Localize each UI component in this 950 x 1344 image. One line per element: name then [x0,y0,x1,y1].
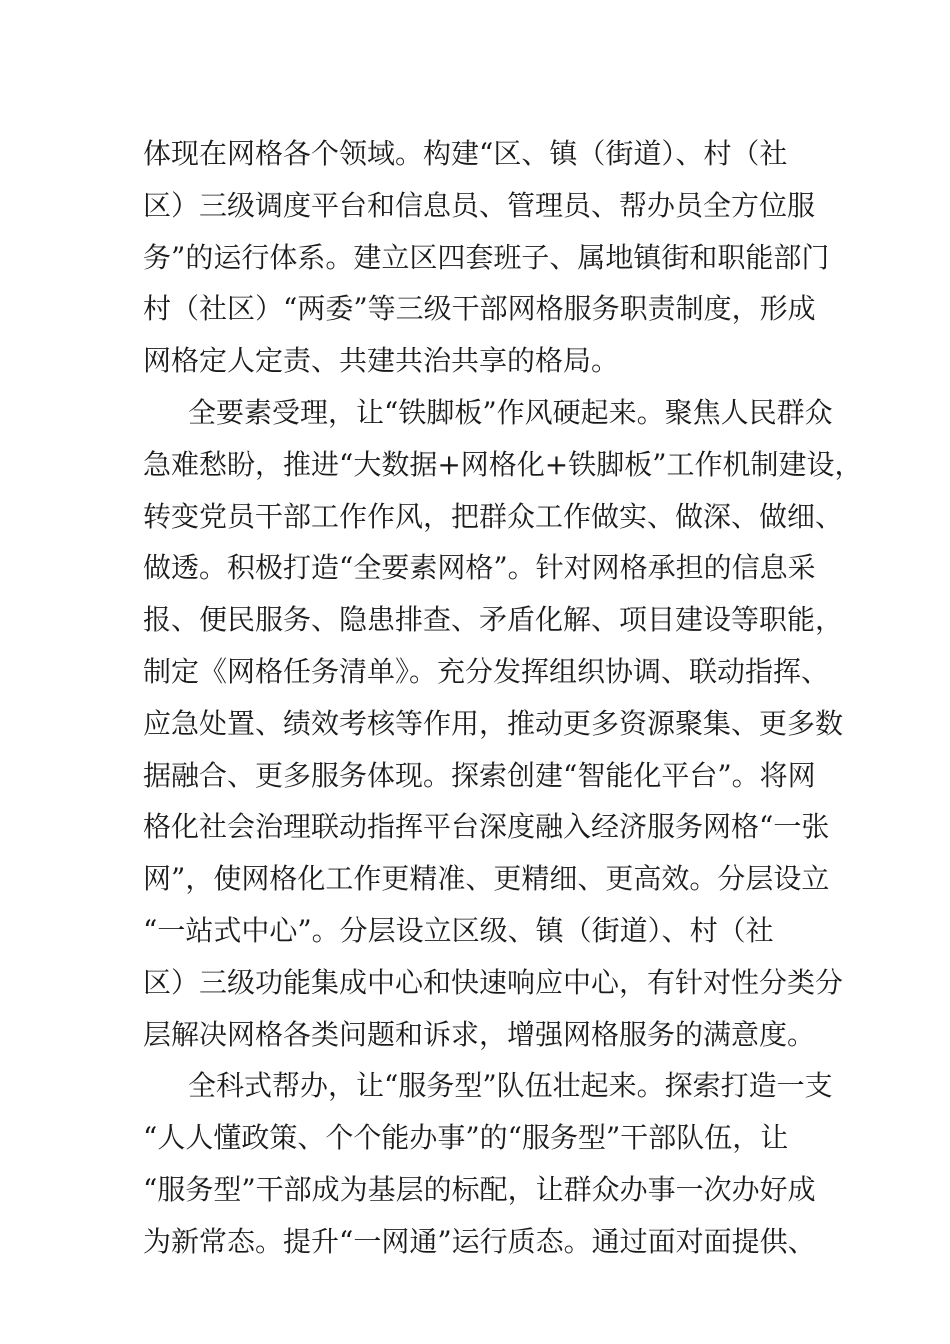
document-body [143,128,863,1268]
text-line: 网格定人定责、共建共治共享的格局。 [143,344,620,378]
text-line: 网”，使网格化工作更精准、更精细、更高效。分层设立 [143,862,830,896]
text-line: 为新常态。提升“一网通”运行质态。通过面对面提供、 [143,1224,816,1258]
paragraph-3 [143,1060,833,1267]
text-line: “服务型”干部成为基层的标配，让群众办事一次办好成 [143,1172,816,1206]
text-line: 格化社会治理联动指挥平台深度融入经济服务网格“一张 [143,810,830,844]
text-line: 报、便民服务、隐患排查、矛盾化解、项目建设等职能， [143,603,844,637]
text-line: 区）三级调度平台和信息员、管理员、帮办员全方位服 [143,188,816,222]
text-line: 区）三级功能集成中心和快速响应中心，有针对性分类分 [143,965,844,999]
text-line: 转变党员干部工作作风，把群众工作做实、做深、做细、 [143,499,844,533]
text-line: 体现在网格各个领域。构建“区、镇（街道）、村（社 [143,137,788,170]
text-line: 层解决网格各类问题和诉求，增强网格服务的满意度。 [143,1017,816,1051]
text-line: 村（社区）“两委”等三级干部网格服务职责制度，形成 [143,292,816,326]
text-line: 全科式帮办，让“服务型”队伍壮起来。探索打造一支 [188,1069,833,1103]
text-line: “人人懂政策、个个能办事”的“服务型”干部队伍，让 [143,1121,789,1155]
text-line: 全要素受理，让“铁脚板”作风硬起来。聚焦人民群众 [188,395,833,429]
text-line: 应急处置、绩效考核等作用，推动更多资源聚集、更多数 [143,706,844,740]
text-line: 做透。积极打造“全要素网格”。针对网格承担的信息采 [143,551,816,585]
text-line: 据融合、更多服务体现。探索创建“智能化平台”。将网 [143,758,816,792]
paragraph-2 [143,387,863,1060]
text-line: 急难愁盼，推进“大数据+网格化+铁脚板”工作机制建设， [143,447,863,481]
text-line: 务”的运行体系。建立区四套班子、属地镇街和职能部门 [143,240,830,274]
paragraph-1 [143,128,830,387]
text-line: 制定《网格任务清单》。充分发挥组织协调、联动指挥、 [143,654,830,688]
text-line: “一站式中心”。分层设立区级、镇（街道）、村（社 [143,913,774,947]
